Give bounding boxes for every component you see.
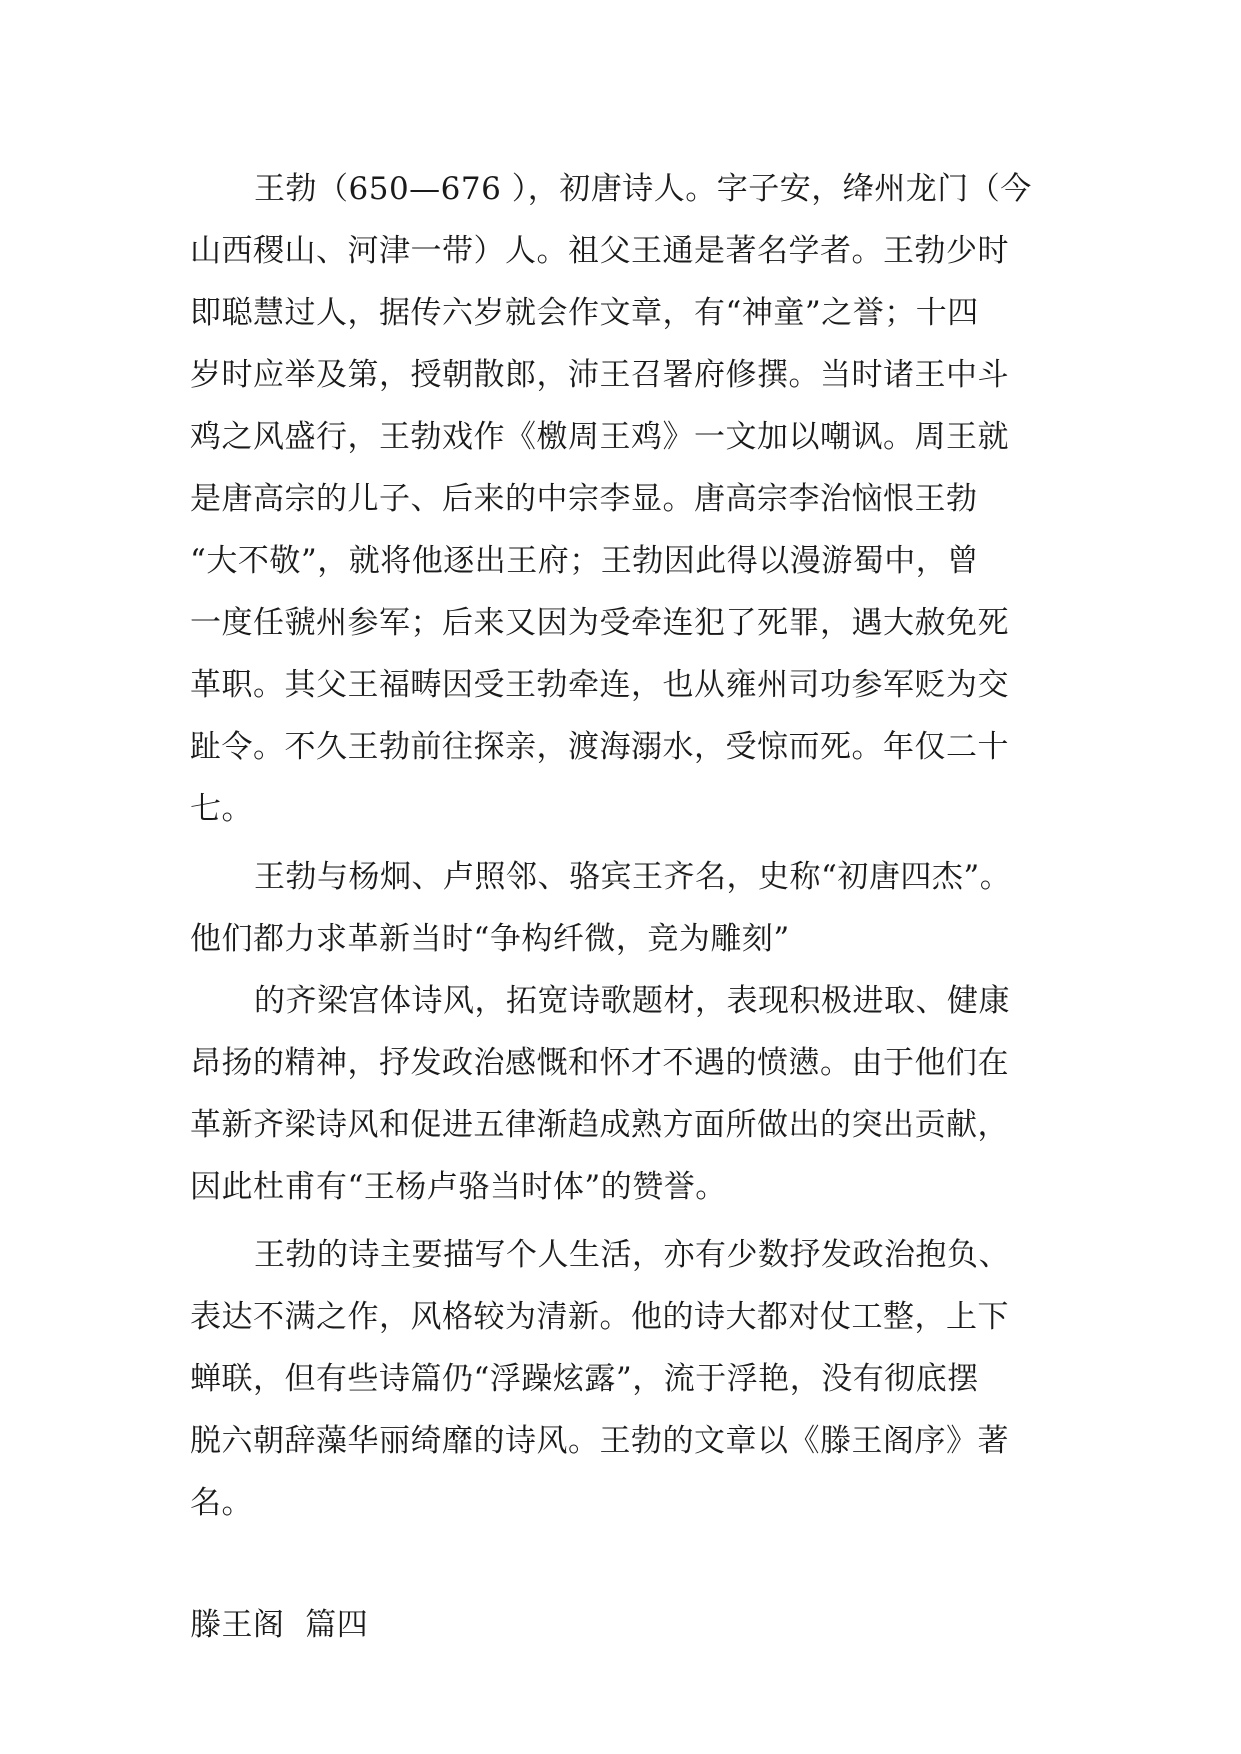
text-line: 革新齐梁诗风和促进五律渐趋成熟方面所做出的突出贡献， (190, 1107, 1009, 1143)
text-line: 趾令。不久王勃前往探亲，渡海溺水，受惊而死。年仅二十 (190, 729, 1009, 765)
paragraph-poetic-reform (190, 970, 1052, 1218)
text-line: 的齐梁宫体诗风，拓宽诗歌题材，表现积极进取、健康 (254, 983, 1010, 1019)
text-line: “大不敬”，就将他逐出王府；王勃因此得以漫游蜀中，曾 (190, 543, 979, 579)
paragraph-poetic-style (190, 1224, 1052, 1534)
text-line: 他们都力求革新当时“争构纤微，竞为雕刻” (190, 921, 790, 957)
text-line: 七。 (190, 791, 253, 827)
text-line: 表达不满之作，风格较为清新。他的诗大都对仗工整，上下 (190, 1299, 1009, 1335)
paragraph-four-talents (190, 846, 1052, 970)
section-spacer (190, 1534, 1052, 1594)
text-line: 王勃（650—676 ），初唐诗人。字子安，绛州龙门（今 (254, 171, 1032, 207)
document-page (190, 158, 1052, 1656)
text-line: 王勃与杨炯、卢照邻、骆宾王齐名，史称“初唐四杰”。 (254, 859, 1012, 895)
text-line: 名。 (190, 1485, 253, 1521)
text-line: 蝉联，但有些诗篇仍“浮躁炫露”，流于浮艳，没有彻底摆 (190, 1361, 979, 1397)
section-heading: 滕王阁 篇四 (190, 1607, 369, 1643)
text-line: 山西稷山、河津一带）人。祖父王通是著名学者。王勃少时 (190, 233, 1009, 269)
text-line: 脱六朝辞藻华丽绮靡的诗风。王勃的文章以《滕王阁序》著 (190, 1423, 1009, 1459)
text-line: 是唐高宗的儿子、后来的中宗李显。唐高宗李治恼恨王勃 (190, 481, 978, 517)
text-line: 革职。其父王福畴因受王勃牵连，也从雍州司功参军贬为交 (190, 667, 1009, 703)
paragraph-biography (190, 158, 1052, 840)
text-line: 因此杜甫有“王杨卢骆当时体”的赞誉。 (190, 1169, 727, 1205)
text-line: 昂扬的精神，抒发政治感慨和怀才不遇的愤懑。由于他们在 (190, 1045, 1009, 1081)
text-line: 王勃的诗主要描写个人生活，亦有少数抒发政治抱负、 (254, 1237, 1010, 1273)
text-line: 岁时应举及第，授朝散郎，沛王召署府修撰。当时诸王中斗 (190, 357, 1009, 393)
text-line: 即聪慧过人，据传六岁就会作文章，有“神童”之誉；十四 (190, 295, 979, 331)
text-line: 一度任虢州参军；后来又因为受牵连犯了死罪，遇大赦免死 (190, 605, 1009, 641)
text-line: 鸡之风盛行，王勃戏作《檄周王鸡》一文加以嘲讽。周王就 (190, 419, 1009, 455)
